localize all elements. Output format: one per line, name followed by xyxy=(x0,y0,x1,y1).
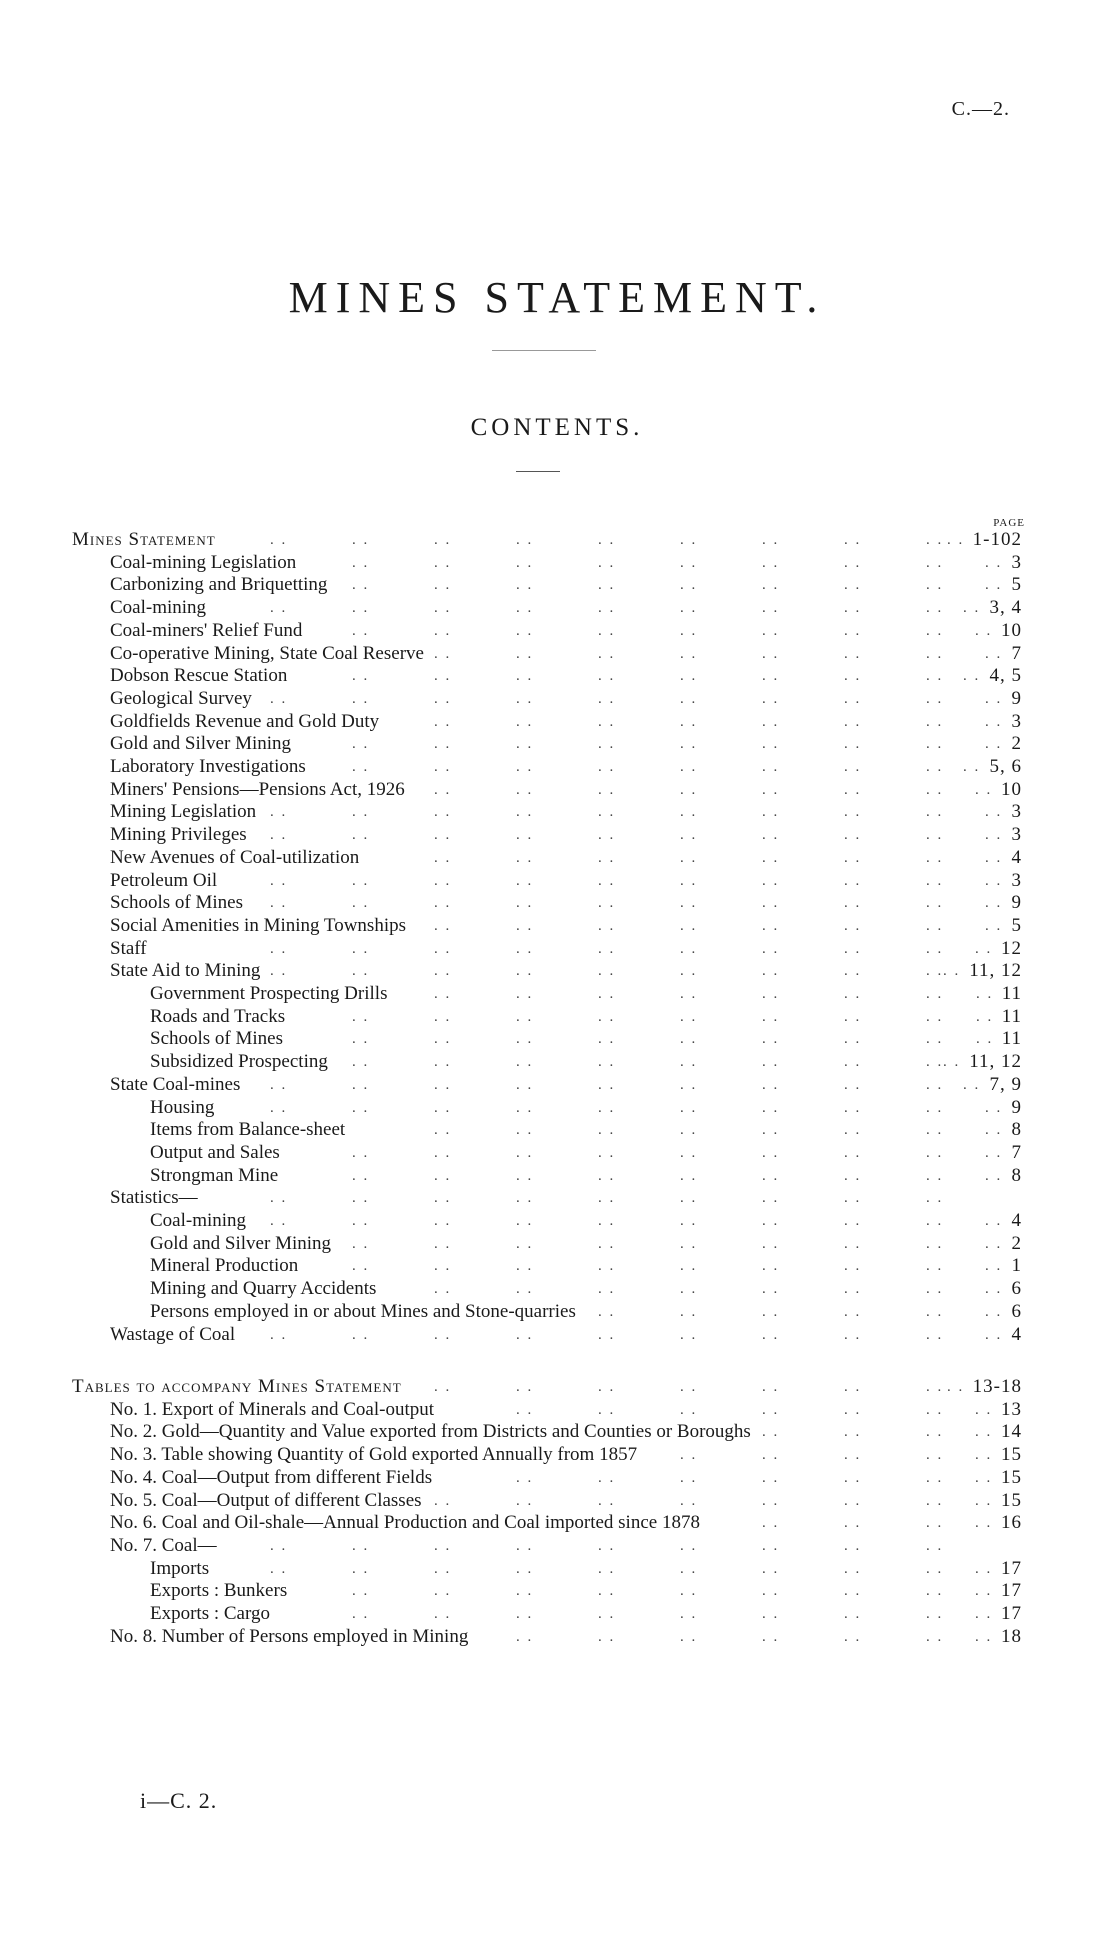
toc-entry-label: Laboratory Investigations xyxy=(110,756,306,777)
toc-entry-page: 11 xyxy=(1001,1028,1022,1049)
leader-dots: . . . . . . . . . . . . . . . . . . . . xyxy=(270,1100,1003,1116)
toc-entry-label: Social Amenities in Mining Townships xyxy=(110,915,406,936)
toc-entry-label: No. 7. Coal— xyxy=(110,1535,217,1556)
toc-entry-page: 11, 12 xyxy=(969,960,1022,981)
toc-entry-row xyxy=(0,1444,1114,1466)
toc-entry-label: Mining Privileges xyxy=(110,824,247,845)
toc-entry-label: No. 3. Table showing Quantity of Gold exported Annually from 1857 xyxy=(110,1444,638,1465)
leader-dots: . . . . . . . . . . . . . . . . . . . . xyxy=(270,895,1003,911)
toc-entry-page: 17 xyxy=(1001,1580,1022,1601)
toc-entry-label: Gold and Silver Mining xyxy=(150,1233,332,1254)
toc-entry-label: Co-operative Mining, State Coal Reserve xyxy=(110,643,424,664)
leader-dots: . . . . . . . . . . . . . . . . . . . . xyxy=(270,1561,993,1577)
toc-entry-label: State Aid to Mining xyxy=(110,960,261,981)
leader-dots: . . . . . . . . . . . . . . . . . . xyxy=(352,1031,994,1047)
leader-dots: . . . . . . . . . . . . . . . . xyxy=(434,782,993,798)
toc-entry-page: 15 xyxy=(1001,1467,1022,1488)
toc-entry-page: 11 xyxy=(1001,1006,1022,1027)
leader-dots: . . . . . . . . . . . . . . . . . . . . xyxy=(270,804,1003,820)
leader-dots: . . . . . . . . . . . . . . . . xyxy=(434,850,1003,866)
toc-entry-row xyxy=(0,1165,1114,1187)
toc-entry-page: 7 xyxy=(1011,1142,1022,1163)
toc-entry-label: Schools of Mines xyxy=(110,892,243,913)
leader-dots: . . . . . . . . . . . . . . . . . . xyxy=(352,1145,1003,1161)
toc-entry-page: 7 xyxy=(1011,643,1022,664)
toc-entry-label: Persons employed in or about Mines and Stone-quarries xyxy=(150,1301,576,1322)
toc-entry-row xyxy=(0,574,1114,596)
toc-entry-label: No. 1. Export of Minerals and Coal-output xyxy=(110,1399,435,1420)
toc-entry-page: 9 xyxy=(1011,1097,1022,1118)
toc-entry-page: 4 xyxy=(1011,1324,1022,1345)
toc-entry-page: 4 xyxy=(1011,1210,1022,1231)
toc-entry-label: Petroleum Oil xyxy=(110,870,218,891)
leader-dots: . . . . . . . . . . . . . . . . . . . . xyxy=(270,941,993,957)
toc-entry-label: Exports : Bunkers xyxy=(150,1580,288,1601)
toc-entry-page: 5 xyxy=(1011,915,1022,936)
leader-dots: . . . . . . . . . . . . . . . . . . . . xyxy=(270,532,965,548)
toc-entry-row xyxy=(0,1074,1114,1096)
toc-entry-page: 3 xyxy=(1011,801,1022,822)
toc-entry-label: Coal-mining xyxy=(150,1210,247,1231)
toc-entry-label: Statistics— xyxy=(110,1187,198,1208)
toc-entry-row xyxy=(0,552,1114,574)
toc-entry-label: Imports xyxy=(150,1558,210,1579)
toc-entry-label: New Avenues of Coal-utilization xyxy=(110,847,360,868)
toc-entry-label: Geological Survey xyxy=(110,688,252,709)
toc-entry-row xyxy=(0,870,1114,892)
leader-dots: . . . . . . . . . . . . . . . . xyxy=(434,1281,1003,1297)
leader-dots: . . . . . . . . . . . . . . xyxy=(516,1470,993,1486)
leader-dots: . . . . . . . . . . . . . . . . . . xyxy=(352,577,1003,593)
leader-dots: . . . . . . . . xyxy=(762,1515,993,1531)
leader-dots: . . . . . . . . . . . . . . . . . . xyxy=(352,1168,1003,1184)
leader-dots: . . . . . . . . . . . . . . . . . . . . xyxy=(270,1077,981,1093)
toc-entry-page: 4 xyxy=(1011,847,1022,868)
toc-entry-label: No. 2. Gold—Quantity and Value exported from Districts and Counties or Boroughs xyxy=(110,1421,751,1442)
toc-entry-page: 8 xyxy=(1011,1119,1022,1140)
toc-entry-row xyxy=(0,847,1114,869)
footer-signature: i—C. 2. xyxy=(140,1788,218,1813)
leader-dots: . . . . . . . . . . xyxy=(680,1447,993,1463)
leader-dots: . . . . . . . . . . . . . . . . . . xyxy=(352,1583,993,1599)
toc-entry-page: 11, 12 xyxy=(969,1051,1022,1072)
toc-entry-label: No. 6. Coal and Oil-shale—Annual Production and Coal imported since 1878 xyxy=(110,1512,700,1533)
toc-entry-label: Exports : Cargo xyxy=(150,1603,270,1624)
toc-entry-label: Schools of Mines xyxy=(150,1028,283,1049)
toc-entry-page: 18 xyxy=(1001,1626,1022,1647)
leader-dots: . . . . . . . . . . . . . . . . . . xyxy=(270,1190,944,1206)
leader-dots: . . . . . . . . . . . . . . . . xyxy=(434,1122,1003,1138)
toc-entry-label: State Coal-mines xyxy=(110,1074,241,1095)
toc-entry-row xyxy=(0,801,1114,823)
page-column-label: PAGE xyxy=(993,517,1025,529)
toc-entry-page: 11 xyxy=(1001,983,1022,1004)
leader-dots: . . . . . . . . . . . . . . . . xyxy=(434,918,1003,934)
leader-dots: . . . . . . . . . . . . . . . . . . xyxy=(352,1054,961,1070)
leader-dots: . . . . . . . . . . . . . . . . . . . . xyxy=(270,1327,1003,1343)
toc-entry-row xyxy=(0,983,1114,1005)
toc-entry-row xyxy=(0,1301,1114,1323)
toc-entry-page: 3 xyxy=(1011,711,1022,732)
leader-dots: . . . . . . . . . . . . . . . . . . xyxy=(352,555,1003,571)
toc-entry-row xyxy=(0,1006,1114,1028)
leader-dots: . . . . . . . . . . . . . . . . . . . . xyxy=(270,600,981,616)
toc-entry-row xyxy=(0,1626,1114,1648)
toc-entry-page: 3 xyxy=(1011,824,1022,845)
contents-rule xyxy=(516,471,560,472)
toc-entry-row xyxy=(0,1028,1114,1050)
toc-entry-row xyxy=(0,711,1114,733)
toc-entry-label: Mines Statement xyxy=(72,529,216,550)
toc-entry-page: 12 xyxy=(1001,938,1022,959)
toc-entry-label: Coal-mining xyxy=(110,597,207,618)
toc-entry-page: 1-102 xyxy=(972,529,1022,550)
leader-dots: . . . . . . . . . . . . . . . . xyxy=(434,1379,965,1395)
leader-dots: . . . . . . . . . . . . . . . . . . xyxy=(352,1009,994,1025)
toc-entry-row xyxy=(0,779,1114,801)
toc-entry-row xyxy=(0,1278,1114,1300)
toc-entry-row xyxy=(0,1512,1114,1534)
leader-dots: . . . . . . . . . . . . . . . . . . xyxy=(352,1606,993,1622)
leader-dots: . . . . . . . . . . . . . . . . . . xyxy=(352,1258,1003,1274)
toc-entry-label: No. 8. Number of Persons employed in Mining xyxy=(110,1626,469,1647)
toc-entry-page: 6 xyxy=(1011,1301,1022,1322)
toc-entry-label: Staff xyxy=(110,938,147,959)
leader-dots: . . . . . . . . . . . . . . . . xyxy=(434,986,994,1002)
toc-entry-row xyxy=(0,1142,1114,1164)
toc-entry-page: 15 xyxy=(1001,1490,1022,1511)
toc-entry-row xyxy=(0,1233,1114,1255)
contents-heading: CONTENTS. xyxy=(470,414,644,441)
toc-entry-page: 13-18 xyxy=(972,1376,1022,1397)
toc-entry-label: Mineral Production xyxy=(150,1255,299,1276)
leader-dots: . . . . . . . . xyxy=(762,1424,993,1440)
toc-entry-page: 13 xyxy=(1001,1399,1022,1420)
toc-entry-label: Dobson Rescue Station xyxy=(110,665,288,686)
toc-entry-row xyxy=(0,1467,1114,1489)
toc-entry-row xyxy=(0,938,1114,960)
toc-entry-row xyxy=(0,643,1114,665)
toc-entry-row xyxy=(0,1580,1114,1602)
toc-entry-row xyxy=(0,1119,1114,1141)
toc-entry-page: 2 xyxy=(1011,733,1022,754)
toc-entry-row xyxy=(0,1603,1114,1625)
toc-entry-row xyxy=(0,892,1114,914)
leader-dots: . . . . . . . . . . . . . . . . . . xyxy=(352,623,993,639)
toc-entry-page: 5 xyxy=(1011,574,1022,595)
leader-dots: . . . . . . . . . . . . . . . . . . . . xyxy=(270,827,1003,843)
toc-entry-row xyxy=(0,915,1114,937)
leader-dots: . . . . . . . . . . . . . . . . . . xyxy=(352,759,981,775)
toc-entry-page: 9 xyxy=(1011,892,1022,913)
toc-entry-row xyxy=(0,824,1114,846)
toc-entry-label: Strongman Mine xyxy=(150,1165,279,1186)
toc-entry-page: 6 xyxy=(1011,1278,1022,1299)
leader-dots: . . . . . . . . . . . . . . . . . . xyxy=(270,1538,944,1554)
toc-entry-row xyxy=(0,597,1114,619)
toc-entry-row xyxy=(0,620,1114,642)
toc-entry-label: Mining Legislation xyxy=(110,801,257,822)
toc-entry-row xyxy=(0,688,1114,710)
toc-entry-page: 7, 9 xyxy=(989,1074,1022,1095)
leader-dots: . . . . . . . . . . . . . . . . xyxy=(434,646,1003,662)
toc-entry-row xyxy=(0,1324,1114,1346)
page-reference: C.—2. xyxy=(951,98,1010,120)
title-rule xyxy=(492,350,596,351)
toc-entry-page: 2 xyxy=(1011,1233,1022,1254)
toc-entry-page: 8 xyxy=(1011,1165,1022,1186)
leader-dots: . . . . . . . . . . . . xyxy=(598,1304,1003,1320)
toc-entry-label: Government Prospecting Drills xyxy=(150,983,388,1004)
toc-entry-row xyxy=(0,1421,1114,1443)
toc-entry-row xyxy=(0,1490,1114,1512)
toc-entry-row xyxy=(0,1255,1114,1277)
toc-entry-label: No. 5. Coal—Output of different Classes xyxy=(110,1490,422,1511)
toc-entry-row xyxy=(0,1097,1114,1119)
toc-entry-label: Carbonizing and Briquetting xyxy=(110,574,328,595)
leader-dots: . . . . . . . . . . . . . . xyxy=(516,1629,993,1645)
toc-entry-page: 16 xyxy=(1001,1512,1022,1533)
leader-dots: . . . . . . . . . . . . . . . . . . . . xyxy=(270,1213,1003,1229)
toc-entry-label: Coal-miners' Relief Fund xyxy=(110,620,303,641)
toc-entry-row xyxy=(0,1210,1114,1232)
toc-entry-page: 3 xyxy=(1011,552,1022,573)
toc-entry-label: Roads and Tracks xyxy=(150,1006,286,1027)
toc-entry-label: Tables to accompany Mines Statement xyxy=(72,1376,402,1397)
toc-entry-label: Housing xyxy=(150,1097,215,1118)
toc-entry-label: Items from Balance-sheet xyxy=(150,1119,346,1140)
leader-dots: . . . . . . . . . . . . . . . . . . xyxy=(352,668,981,684)
toc-entry-label: Wastage of Coal xyxy=(110,1324,236,1345)
leader-dots: . . . . . . . . . . . . . . . . . . . . xyxy=(270,873,1003,889)
toc-entry-row xyxy=(0,1187,1114,1209)
toc-entry-page: 17 xyxy=(1001,1603,1022,1624)
toc-entry-page: 3, 4 xyxy=(989,597,1022,618)
toc-entry-page: 1 xyxy=(1011,1255,1022,1276)
toc-entry-page: 15 xyxy=(1001,1444,1022,1465)
leader-dots: . . . . . . . . . . . . . . . . . . . . xyxy=(270,691,1003,707)
leader-dots: . . . . . . . . . . . . . . . . . . xyxy=(352,736,1003,752)
toc-entry-row xyxy=(0,733,1114,755)
toc-entry-label: Goldfields Revenue and Gold Duty xyxy=(110,711,380,732)
toc-entry-row xyxy=(0,1535,1114,1557)
document-title: MINES STATEMENT. xyxy=(288,273,826,322)
leader-dots: . . . . . . . . . . . . . . xyxy=(516,1402,993,1418)
toc-entry-label: Gold and Silver Mining xyxy=(110,733,292,754)
toc-entry-label: Output and Sales xyxy=(150,1142,280,1163)
toc-entry-label: Mining and Quarry Accidents xyxy=(150,1278,377,1299)
toc-entry-page: 9 xyxy=(1011,688,1022,709)
toc-section-row xyxy=(0,1376,1114,1398)
toc-entry-label: Miners' Pensions—Pensions Act, 1926 xyxy=(110,779,405,800)
leader-dots: . . . . . . . . . . . . . . . . xyxy=(434,714,1003,730)
toc-entry-row xyxy=(0,1558,1114,1580)
toc-entry-page: 14 xyxy=(1001,1421,1022,1442)
toc-entry-page: 3 xyxy=(1011,870,1022,891)
toc-entry-row xyxy=(0,1051,1114,1073)
toc-entry-row xyxy=(0,756,1114,778)
toc-entry-row xyxy=(0,665,1114,687)
toc-entry-page: 4, 5 xyxy=(989,665,1022,686)
toc-entry-page: 10 xyxy=(1001,779,1022,800)
toc-entry-page: 5, 6 xyxy=(989,756,1022,777)
leader-dots: . . . . . . . . . . . . . . . . . . . . xyxy=(270,963,961,979)
toc-entry-row xyxy=(0,960,1114,982)
toc-entry-label: Coal-mining Legislation xyxy=(110,552,297,573)
toc-entry-page: 10 xyxy=(1001,620,1022,641)
toc-entry-label: Subsidized Prospecting xyxy=(150,1051,328,1072)
toc-entry-label: No. 4. Coal—Output from different Fields xyxy=(110,1467,433,1488)
toc-entry-page: 17 xyxy=(1001,1558,1022,1579)
leader-dots: . . . . . . . . . . . . . . . . . . xyxy=(352,1236,1003,1252)
toc-section-row xyxy=(0,529,1114,551)
toc-entry-row xyxy=(0,1399,1114,1421)
leader-dots: . . . . . . . . . . . . . . . . xyxy=(434,1493,993,1509)
